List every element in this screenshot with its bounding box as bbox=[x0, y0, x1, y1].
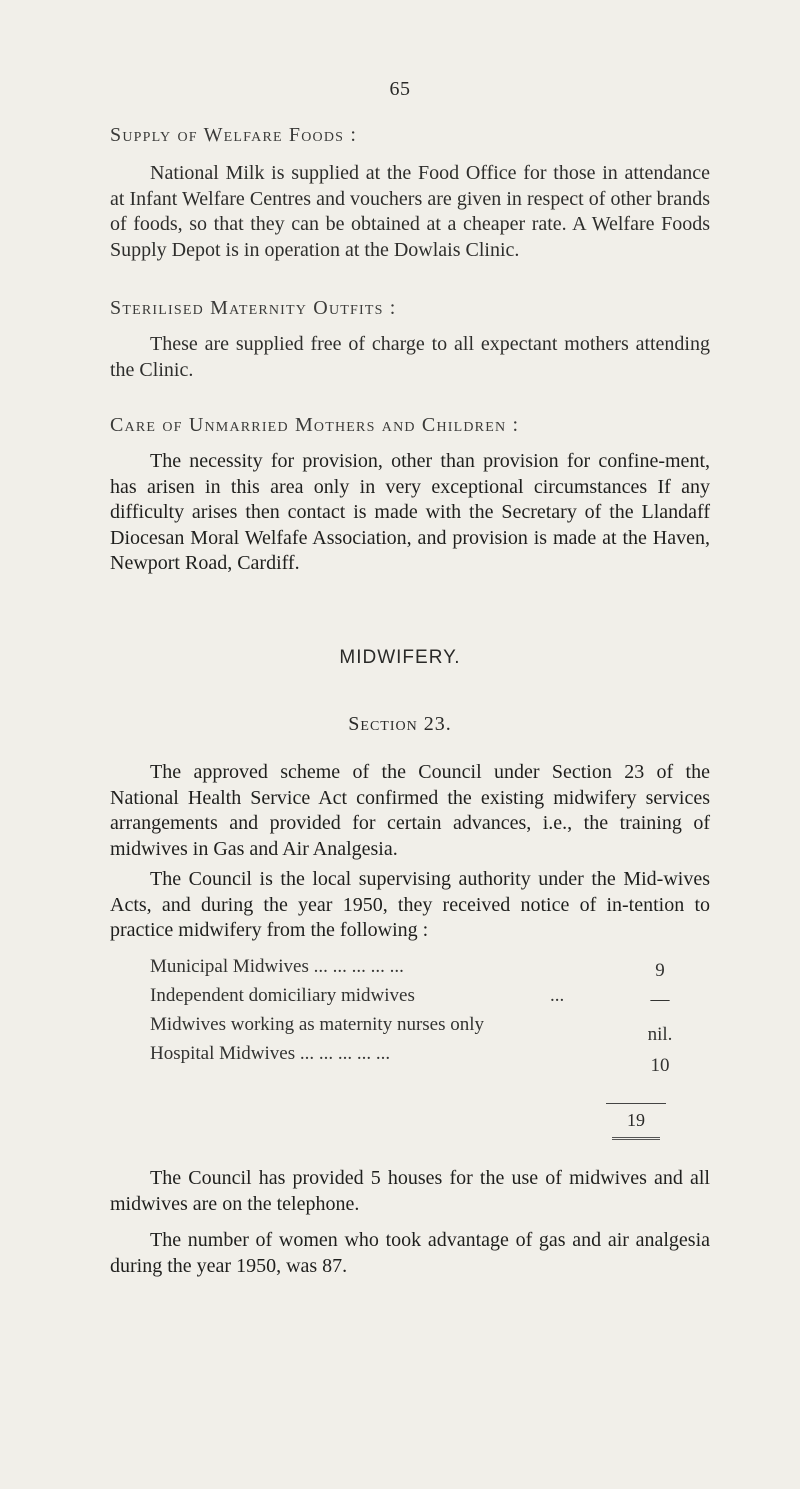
row-label: Midwives working as maternity nurses only bbox=[150, 1014, 485, 1035]
heading-welfare-foods: Supply of Welfare Foods : bbox=[110, 124, 358, 146]
midwifery-section: Section 23. bbox=[348, 713, 452, 735]
paragraph-welfare-foods: National Milk is supplied at the Food Office for those in attendance at Infant Welfare Centres and vouchers are given in respect of other brands of foods, so that they can be obtained at a cheaper rate. A Welfare Foods Supply Depot is in operation at the Dowlais Clinic. bbox=[110, 162, 710, 261]
row-label: Municipal Midwives ... ... ... ... ... bbox=[150, 956, 404, 977]
table-row bbox=[150, 985, 710, 1014]
midwives-table bbox=[150, 956, 710, 1076]
heading-maternity-outfits: Sterilised Maternity Outfits : bbox=[110, 297, 397, 319]
row-dots: ... bbox=[550, 985, 565, 1006]
row-label: Independent domiciliary midwives bbox=[150, 985, 415, 1006]
row-value: nil. bbox=[647, 1024, 673, 1045]
table-row bbox=[150, 1043, 710, 1076]
midwifery-title: MIDWIFERY. bbox=[339, 647, 461, 668]
heading-unmarried-mothers: Care of Unmarried Mothers and Children : bbox=[110, 414, 520, 436]
paragraph-unmarried-mothers: The necessity for provision, other than provision for confine-ment, has arisen in this area only in very exceptional circumstances If any difficulty arises then contact is made with the Secretary of the Llandaff Diocesan Moral Welfafe Association, and provision is made at the Haven, Newport Road, Cardiff. bbox=[110, 450, 710, 574]
table-row bbox=[150, 1014, 710, 1043]
page-number: 65 bbox=[389, 78, 411, 100]
total-rule bbox=[606, 1103, 666, 1104]
paragraph-analgesia: The number of women who took advantage of gas and air analgesia during the year 1950, was 87. bbox=[110, 1229, 710, 1277]
table-total: 19 bbox=[627, 1110, 645, 1130]
paragraph-approved-scheme: The approved scheme of the Council under Section 23 of the National Health Service Act confirmed the existing midwifery services arrangements and provided for certain advances, i.e., the training of midwives in Gas and Air Analgesia. bbox=[110, 761, 710, 860]
total-double-rule bbox=[612, 1137, 660, 1142]
row-label: Hospital Midwives ... ... ... ... ... bbox=[150, 1043, 391, 1064]
paragraph-maternity-outfits: These are supplied free of charge to all expectant mothers attending the Clinic. bbox=[110, 333, 710, 381]
paragraph-supervising-authority: The Council is the local supervising authority under the Mid-wives Acts, and during the year 1950, they received notice of in-tention to practice midwifery from the following : bbox=[110, 868, 710, 941]
table-row bbox=[150, 956, 710, 985]
row-value: 9 bbox=[655, 960, 665, 981]
paragraph-houses: The Council has provided 5 houses for the use of midwives and all midwives are on the telephone. bbox=[110, 1167, 710, 1215]
row-value: 10 bbox=[650, 1055, 670, 1076]
row-value: — bbox=[650, 989, 670, 1010]
